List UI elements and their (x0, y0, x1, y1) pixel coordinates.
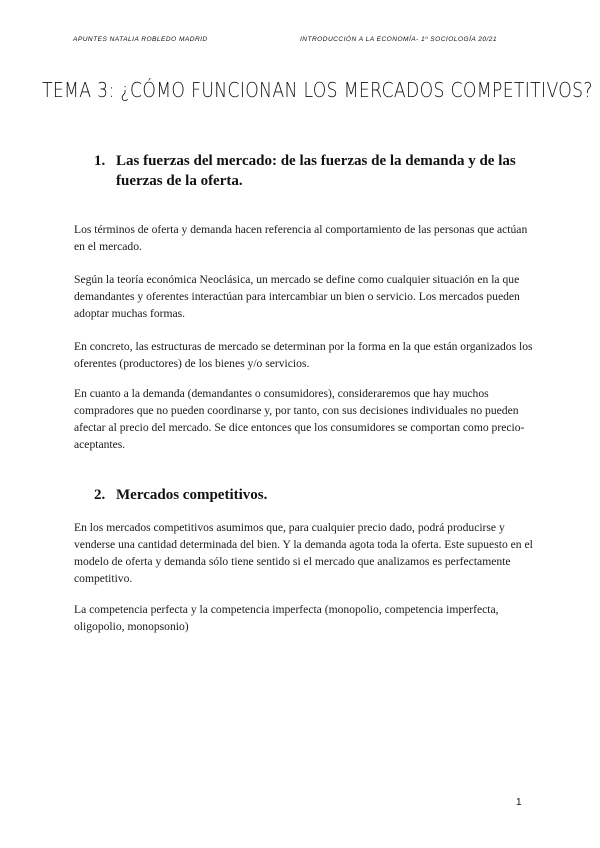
section-1-paragraph-4: En cuanto a la demanda (demandantes o consumidores), consideraremos que hay muchos compradores que no pueden coordinarse y, por tanto, con sus decisiones individuales no pueden afectar al precio del mercado. Se dice entonces que los consumidores se comportan como precio-aceptantes. (74, 387, 525, 451)
section-2-heading (94, 485, 394, 505)
section-2-paragraph-2: La competencia perfecta y la competencia imperfecta (monopolio, competencia imperfecta, oligopolio, monopsonio) (74, 603, 499, 633)
section-1-paragraph-1: Los términos de oferta y demanda hacen referencia al comportamiento de las personas que actúan en el mercado. (74, 223, 528, 253)
section-2-number: 2. (94, 487, 106, 503)
page-number: 1 (516, 797, 522, 808)
page-title: TEMA 3: ¿CÓMO FUNCIONAN LOS MERCADOS COMPETITIVOS? (42, 78, 593, 102)
section-1-paragraph-3: En concreto, las estructuras de mercado se determinan por la forma en la que están organizados los oferentes (productores) de los bienes y/o servicios. (74, 340, 533, 370)
section-1-heading (94, 151, 534, 191)
header-right: INTRODUCCIÓN A LA ECONOMÍA- 1º SOCIOLOGÍA 20/21 (300, 36, 497, 43)
section-1-title: Las fuerzas del mercado: de las fuerzas de la demanda y de las fuerzas de la oferta. (116, 153, 516, 189)
section-2-title: Mercados competitivos. (116, 487, 268, 503)
section-1-paragraph-2: Según la teoría económica Neoclásica, un mercado se define como cualquier situación en la que demandantes y oferentes interactúan para intercambiar un bien o servicio. Los mercados pueden adoptar muchas formas. (74, 273, 520, 320)
section-2-paragraph-1: En los mercados competitivos asumimos que, para cualquier precio dado, podrá producirse y venderse una cantidad determinada del bien. Y la demanda agota toda la oferta. Este supuesto en el modelo de oferta y demanda sólo tiene sentido si el mercado que analizamos es perfectamente competitivo. (74, 521, 533, 585)
header-left: APUNTES NATALIA ROBLEDO MADRID (73, 36, 208, 43)
section-1-number: 1. (94, 153, 106, 169)
